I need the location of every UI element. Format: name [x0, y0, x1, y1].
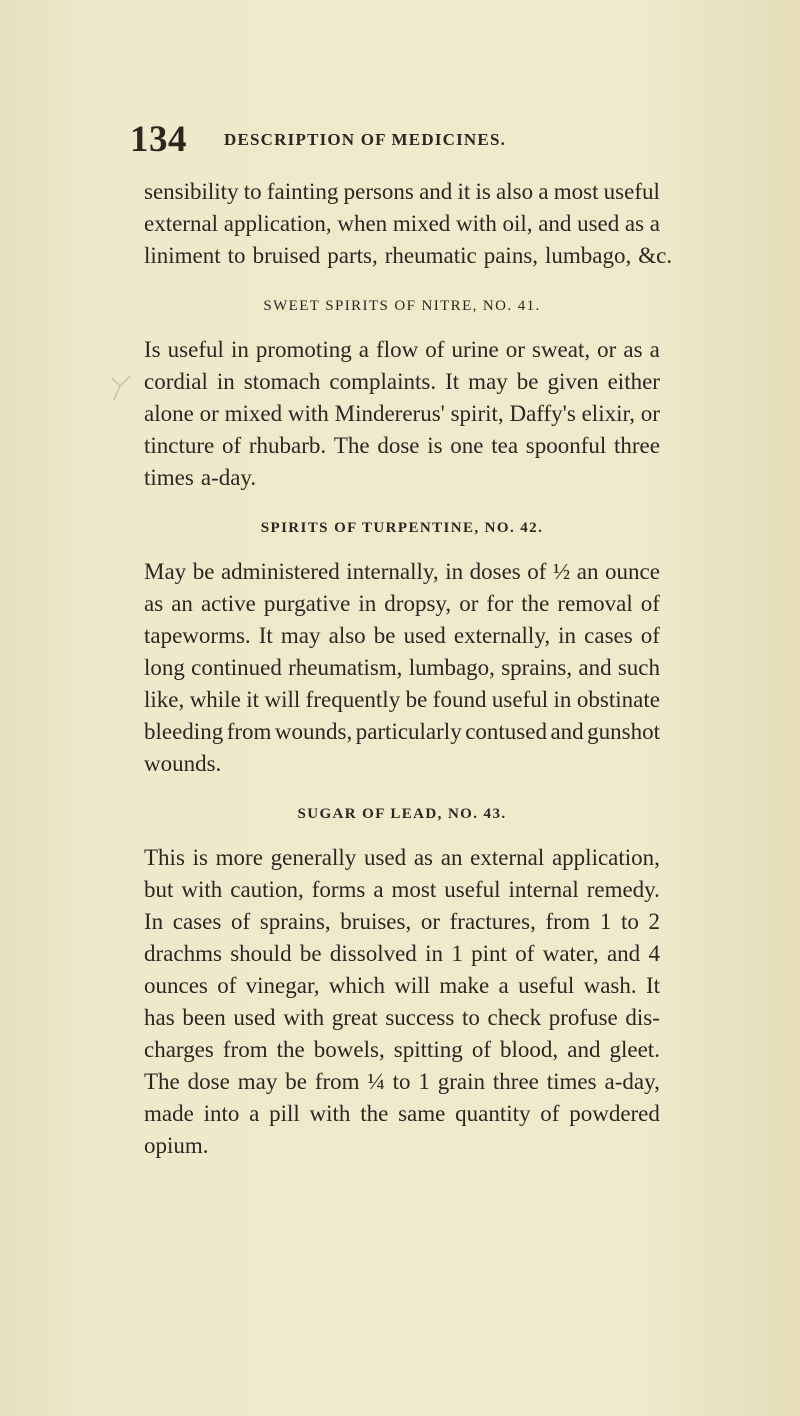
text-line: opium.: [144, 1133, 209, 1158]
section-0: [144, 176, 673, 272]
page-header: [130, 118, 670, 158]
paragraph: [144, 176, 673, 272]
paragraph: [144, 556, 660, 780]
text-line: made into a pill with the same quantity of powdered: [144, 1101, 660, 1126]
text-line: In cases of sprains, bruises, or fractures, from 1 to 2: [144, 909, 660, 934]
section-2: [144, 512, 660, 780]
text-line: cordial in stomach complaints. It may be given either: [144, 369, 660, 394]
paragraph: [144, 842, 660, 1162]
text-line: Is useful in promoting a flow of urine or sweat, or as a: [144, 337, 660, 362]
pencil-check-mark: [110, 374, 132, 404]
section-heading: SWEET SPIRITS OF NITRE, NO. 41.: [263, 298, 541, 314]
running-head: DESCRIPTION OF MEDICINES.: [224, 130, 507, 149]
text-line: drachms should be dissolved in 1 pint of water, and 4: [144, 941, 660, 966]
text-line: liniment to bruised parts, rheumatic pains, lumbago, &c.: [144, 243, 673, 268]
text-line: times a-day.: [144, 465, 257, 490]
text-line: tincture of rhubarb. The dose is one tea spoonful three: [144, 433, 660, 458]
page-number: 134: [130, 119, 187, 160]
text-line: as an active purgative in dropsy, or for the removal of: [144, 591, 660, 616]
text-line: tapeworms. It may also be used externally, in cases of: [144, 623, 660, 648]
text-line: ounces of vinegar, which will make a useful wash. It: [144, 973, 660, 998]
section-1: [144, 290, 660, 494]
text-line: long continued rheumatism, lumbago, sprains, and such: [144, 655, 660, 680]
text-line: alone or mixed with Mindererus' spirit, Daffy's elixir, or: [144, 401, 660, 426]
text-line: bleeding from wounds, particularly contused and gunshot: [144, 719, 660, 744]
text-line: external application, when mixed with oil, and used as a: [144, 211, 660, 236]
section-3: [144, 798, 660, 1162]
text-line: but with caution, forms a most useful internal remedy.: [144, 877, 660, 902]
text-line: charges from the bowels, spitting of blood, and gleet.: [144, 1037, 660, 1062]
text-line: like, while it will frequently be found useful in obstinate: [144, 687, 660, 712]
text-line: May be administered internally, in doses of ½ an ounce: [144, 559, 660, 584]
section-heading: SUGAR OF LEAD, NO. 43.: [297, 806, 507, 822]
page-body: [144, 176, 673, 1162]
text-line: The dose may be from ¼ to 1 grain three times a-day,: [144, 1069, 660, 1094]
text-line: This is more generally used as an external application,: [144, 845, 660, 870]
paragraph: [144, 334, 660, 494]
text-line: wounds.: [144, 751, 222, 776]
section-heading: SPIRITS OF TURPENTINE, NO. 42.: [260, 520, 544, 536]
text-line: sensibility to fainting persons and it is also a most useful: [144, 179, 660, 204]
text-line: has been used with great success to check profuse dis-: [144, 1005, 660, 1030]
